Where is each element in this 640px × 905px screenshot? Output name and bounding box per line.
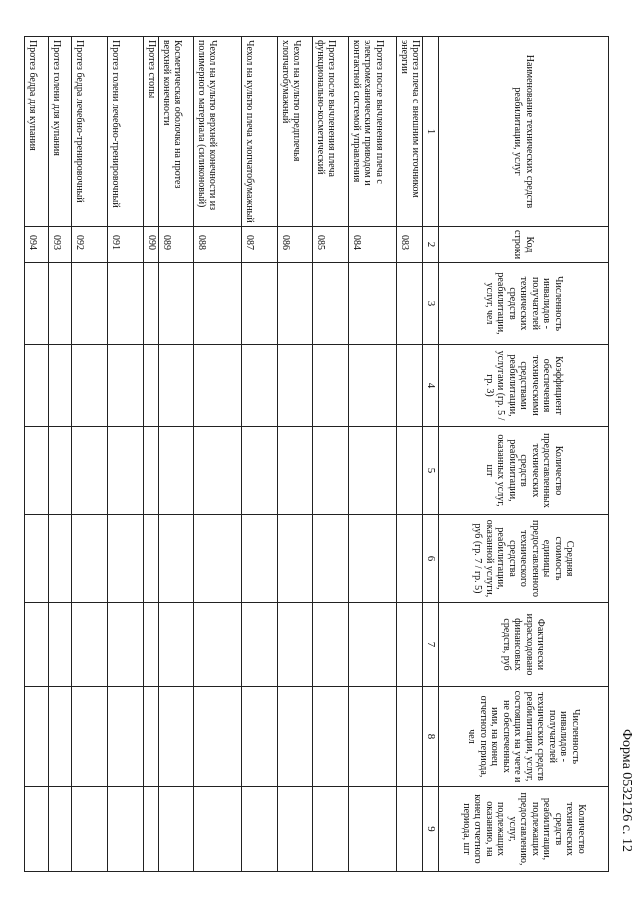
row-code: 092 xyxy=(72,227,108,263)
table-row xyxy=(313,37,349,872)
row-name: Протез после вычленения плеча функционально-косметический xyxy=(313,37,349,227)
value-cell xyxy=(313,603,349,687)
row-code: 090 xyxy=(144,227,159,263)
row-name: Протез голени для купания xyxy=(49,37,72,227)
row-name: Протез после вычленения плеча с электромеханическим приводом и контактной системой управления xyxy=(349,37,397,227)
value-cell xyxy=(278,427,313,515)
value-cell xyxy=(49,427,72,515)
value-cell xyxy=(144,515,159,603)
col-number: 1 xyxy=(423,37,439,227)
row-name: Протез плеча с внешним источником энергии xyxy=(397,37,423,227)
table-row xyxy=(242,37,278,872)
value-cell xyxy=(194,787,242,872)
value-cell xyxy=(194,427,242,515)
value-cell xyxy=(313,427,349,515)
value-cell xyxy=(72,687,108,787)
value-cell xyxy=(349,787,397,872)
row-code: 086 xyxy=(278,227,313,263)
value-cell xyxy=(278,515,313,603)
value-cell xyxy=(108,345,144,427)
col-header-code: Код строки xyxy=(439,227,609,263)
value-cell xyxy=(194,687,242,787)
table-row xyxy=(159,37,194,872)
value-cell xyxy=(144,787,159,872)
col-header-avg-cost: Средняя стоимость единицы предоставленного технического средства реабилитации, оказанной услуги, руб (гр. 7 / гр. 5) xyxy=(439,515,609,603)
value-cell xyxy=(25,787,49,872)
col-number: 4 xyxy=(423,345,439,427)
value-cell xyxy=(72,427,108,515)
value-cell xyxy=(144,687,159,787)
value-cell xyxy=(349,263,397,345)
col-number: 6 xyxy=(423,515,439,603)
col-number: 5 xyxy=(423,427,439,515)
value-cell xyxy=(242,787,278,872)
value-cell xyxy=(72,787,108,872)
value-cell xyxy=(108,787,144,872)
value-cell xyxy=(108,515,144,603)
value-cell xyxy=(49,263,72,345)
value-cell xyxy=(397,345,423,427)
row-code: 091 xyxy=(108,227,144,263)
row-code: 088 xyxy=(194,227,242,263)
value-cell xyxy=(278,345,313,427)
value-cell xyxy=(25,515,49,603)
value-cell xyxy=(278,263,313,345)
value-cell xyxy=(313,787,349,872)
value-cell xyxy=(397,427,423,515)
row-code: 093 xyxy=(49,227,72,263)
value-cell xyxy=(242,515,278,603)
col-header-name: Наименование технических средств реабилитации, услуг xyxy=(439,37,609,227)
value-cell xyxy=(242,427,278,515)
row-name: Косметическая оболочка на протез верхней конечности xyxy=(159,37,194,227)
row-name: Чехол на культю верхней конечности из полимерного материала (силиконовый) xyxy=(194,37,242,227)
row-code: 083 xyxy=(397,227,423,263)
col-number: 3 xyxy=(423,263,439,345)
table-row xyxy=(49,37,72,872)
value-cell xyxy=(242,603,278,687)
form-number: Форма 0532126 с. 12 xyxy=(619,728,634,852)
value-cell xyxy=(159,687,194,787)
table-row xyxy=(397,37,423,872)
value-cell xyxy=(72,345,108,427)
value-cell xyxy=(242,263,278,345)
col-header-coefficient: Коэффициент обеспечения техническими средствами реабилитации, услугами (гр. 5 / гр. 3) xyxy=(439,345,609,427)
row-code: 084 xyxy=(349,227,397,263)
value-cell xyxy=(25,427,49,515)
value-cell xyxy=(194,515,242,603)
value-cell xyxy=(25,345,49,427)
col-number: 2 xyxy=(423,227,439,263)
value-cell xyxy=(144,603,159,687)
value-cell xyxy=(397,263,423,345)
value-cell xyxy=(349,603,397,687)
col-number: 8 xyxy=(423,687,439,787)
value-cell xyxy=(397,603,423,687)
col-header-spent: Фактически израсходовано финансовых средств, руб xyxy=(439,603,609,687)
value-cell xyxy=(72,603,108,687)
value-cell xyxy=(349,427,397,515)
value-cell xyxy=(242,345,278,427)
col-header-quantity: Количество предоставленных технических средств реабилитации, оказанных услуг, шт xyxy=(439,427,609,515)
value-cell xyxy=(194,263,242,345)
value-cell xyxy=(49,345,72,427)
value-cell xyxy=(313,345,349,427)
value-cell xyxy=(72,515,108,603)
value-cell xyxy=(242,687,278,787)
value-cell xyxy=(159,787,194,872)
report-table xyxy=(24,36,609,872)
table-row xyxy=(108,37,144,872)
value-cell xyxy=(108,603,144,687)
col-number: 9 xyxy=(423,787,439,872)
value-cell xyxy=(349,345,397,427)
col-number: 7 xyxy=(423,603,439,687)
value-cell xyxy=(397,687,423,787)
table-row xyxy=(144,37,159,872)
value-cell xyxy=(144,263,159,345)
value-cell xyxy=(159,427,194,515)
value-cell xyxy=(159,603,194,687)
row-name: Протез бедра лечебно-тренировочный xyxy=(72,37,108,227)
value-cell xyxy=(25,603,49,687)
value-cell xyxy=(49,515,72,603)
table-row xyxy=(278,37,313,872)
value-cell xyxy=(144,427,159,515)
value-cell xyxy=(108,687,144,787)
value-cell xyxy=(278,603,313,687)
value-cell xyxy=(194,345,242,427)
row-code: 085 xyxy=(313,227,349,263)
table-row xyxy=(194,37,242,872)
value-cell xyxy=(72,263,108,345)
value-cell xyxy=(397,787,423,872)
value-cell xyxy=(278,687,313,787)
table-row xyxy=(349,37,397,872)
col-header-recipients: Численность инвалидов - получателей технических средств реабилитации, услуг, чел xyxy=(439,263,609,345)
row-name: Протез голени лечебно-тренировочный xyxy=(108,37,144,227)
row-name: Протез стопы xyxy=(144,37,159,227)
value-cell xyxy=(313,515,349,603)
value-cell xyxy=(25,687,49,787)
row-code: 094 xyxy=(25,227,49,263)
value-cell xyxy=(49,687,72,787)
value-cell xyxy=(49,787,72,872)
header-row xyxy=(439,37,609,872)
col-header-to-provide: Количество технических средств реабилитации, подлежащих предоставлению, услуг, подлежащих оказанию, на конец отчетного периода, шт xyxy=(439,787,609,872)
col-header-unprovided: Численность инвалидов - получателей технических средств реабилитации, услуг, состоящих на учете и не обеспеченных ими, на конец отчетного периода, чел xyxy=(439,687,609,787)
row-code: 089 xyxy=(159,227,194,263)
value-cell xyxy=(108,263,144,345)
row-name: Протез бедра для купания xyxy=(25,37,49,227)
value-cell xyxy=(159,345,194,427)
value-cell xyxy=(313,263,349,345)
value-cell xyxy=(397,515,423,603)
row-name: Чехол на культю плеча хлопчатобумажный xyxy=(242,37,278,227)
column-number-row xyxy=(423,37,439,872)
value-cell xyxy=(349,687,397,787)
value-cell xyxy=(144,345,159,427)
value-cell xyxy=(194,603,242,687)
table-body xyxy=(25,37,423,872)
value-cell xyxy=(313,687,349,787)
value-cell xyxy=(278,787,313,872)
value-cell xyxy=(108,427,144,515)
table-row xyxy=(72,37,108,872)
value-cell xyxy=(25,263,49,345)
row-name: Чехол на культю предплечья хлопчатобумажный xyxy=(278,37,313,227)
value-cell xyxy=(159,515,194,603)
row-code: 087 xyxy=(242,227,278,263)
value-cell xyxy=(349,515,397,603)
value-cell xyxy=(159,263,194,345)
value-cell xyxy=(49,603,72,687)
table-row xyxy=(25,37,49,872)
